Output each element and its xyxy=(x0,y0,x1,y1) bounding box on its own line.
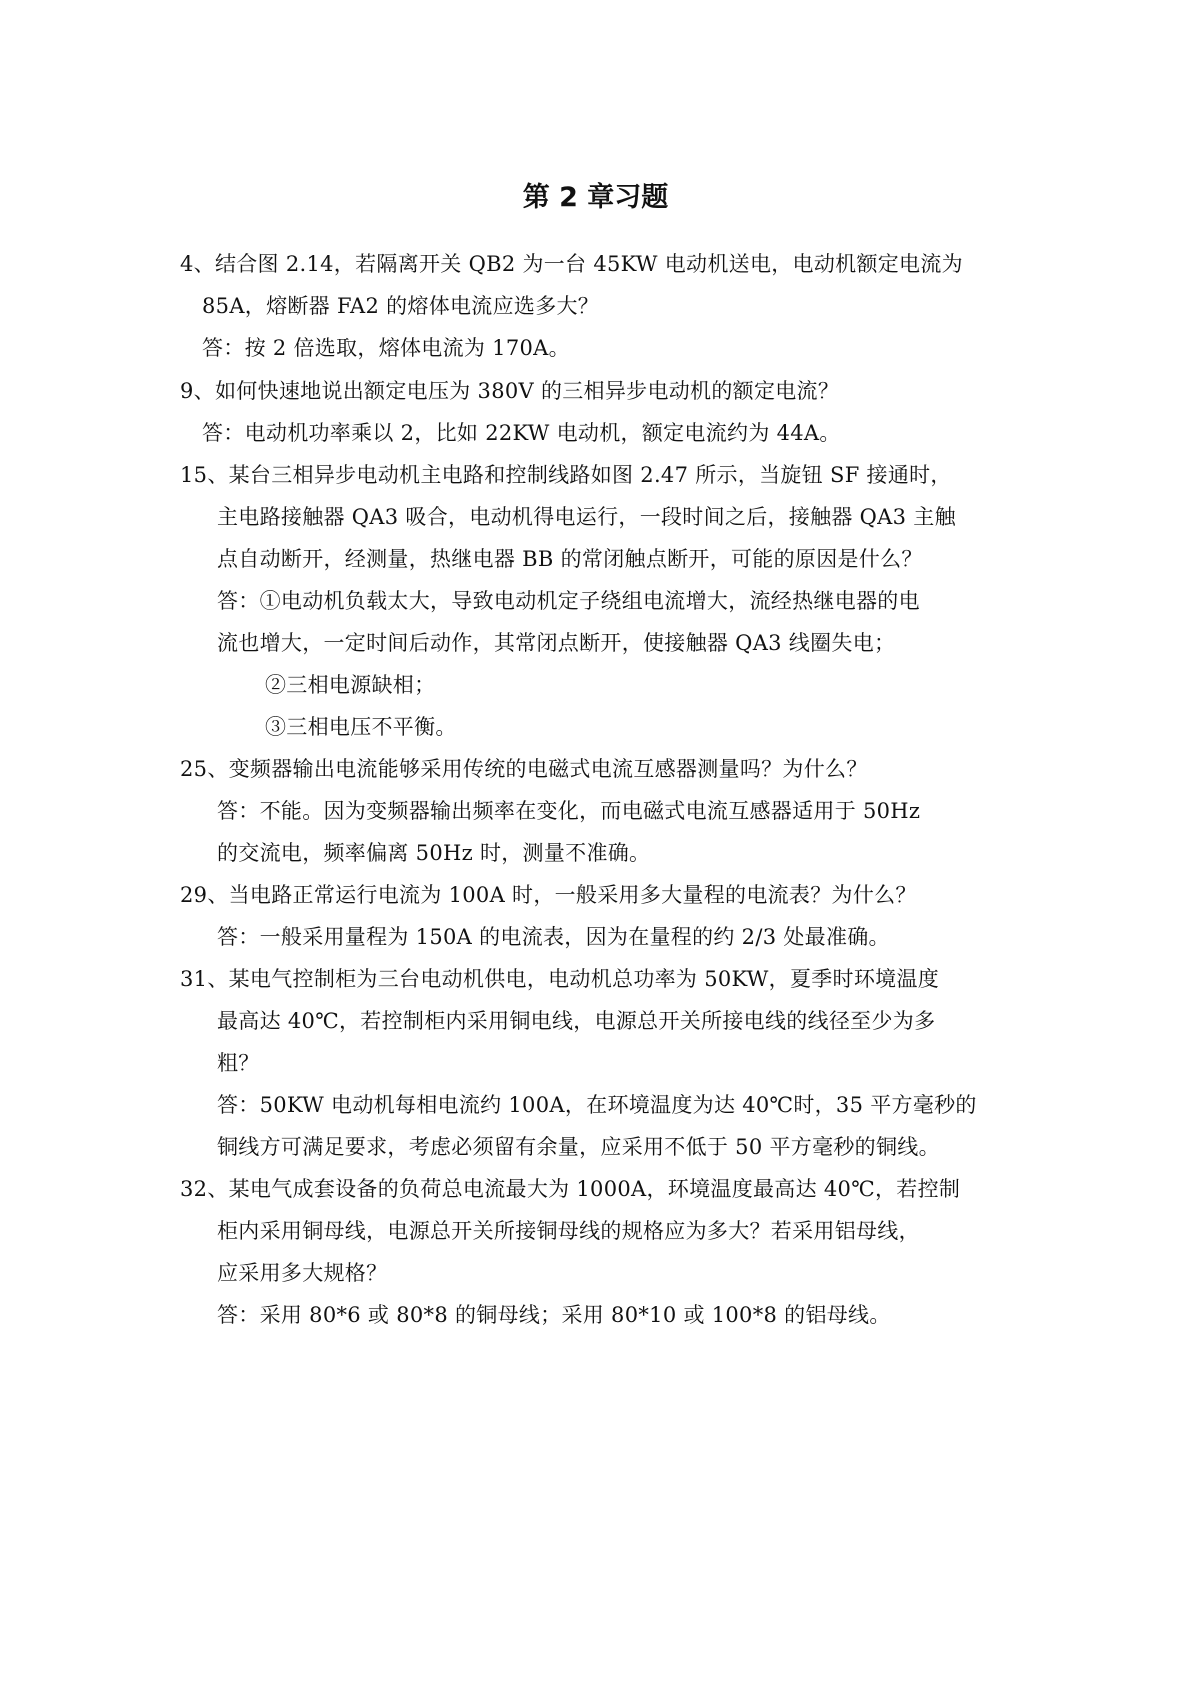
question-line: 柜内采用铜母线，电源总开关所接铜母线的规格应为多大？若采用铝母线， xyxy=(217,1219,920,1243)
answer-line: 答：50KW 电动机每相电流约 100A，在环境温度为达 40℃时，35 平方毫秒的 xyxy=(217,1093,977,1117)
question-line: 85A，熔断器 FA2 的熔体电流应选多大？ xyxy=(202,294,600,318)
answer-line: 流也增大，一定时间后动作，其常闭点断开，使接触器 QA3 线圈失电； xyxy=(217,631,896,655)
question-line: 主电路接触器 QA3 吸合，电动机得电运行，一段时间之后，接触器 QA3 主触 xyxy=(217,505,956,529)
answer-line: 答：一般采用量程为 150A 的电流表，因为在量程的约 2/3 处最准确。 xyxy=(217,925,890,949)
question-line: 29、当电路正常运行电流为 100A 时，一般采用多大量程的电流表？为什么？ xyxy=(180,883,917,907)
answer-line: 答：按 2 倍选取，熔体电流为 170A。 xyxy=(202,336,570,360)
answer-line: ③三相电压不平衡。 xyxy=(265,715,457,739)
answer-line: 铜线方可满足要求，考虑必须留有余量，应采用不低于 50 平方毫秒的铜线。 xyxy=(217,1135,940,1159)
question-line: 点自动断开，经测量，热继电器 BB 的常闭触点断开，可能的原因是什么？ xyxy=(217,547,923,571)
question-line: 31、某电气控制柜为三台电动机供电，电动机总功率为 50KW，夏季时环境温度 xyxy=(180,967,940,991)
question-line: 最高达 40℃，若控制柜内采用铜电线，电源总开关所接电线的线径至少为多 xyxy=(217,1009,936,1033)
question-line: 粗？ xyxy=(217,1051,260,1075)
answer-line: 的交流电，频率偏离 50Hz 时，测量不准确。 xyxy=(217,841,651,865)
question-line: 32、某电气成套设备的负荷总电流最大为 1000A，环境温度最高达 40℃，若控制 xyxy=(180,1177,961,1201)
answer-line: 答：①电动机负载太大，导致电动机定子绕组电流增大，流经热继电器的电 xyxy=(217,589,920,613)
question-line: 应采用多大规格？ xyxy=(217,1261,388,1285)
question-line: 4、结合图 2.14，若隔离开关 QB2 为一台 45KW 电动机送电，电动机额定电流为 xyxy=(180,252,963,276)
question-line: 9、如何快速地说出额定电压为 380V 的三相异步电动机的额定电流？ xyxy=(180,379,840,403)
answer-line: 答：电动机功率乘以 2，比如 22KW 电动机，额定电流约为 44A。 xyxy=(202,421,841,445)
answer-line: ②三相电源缺相； xyxy=(265,673,436,697)
answer-line: 答：不能。因为变频器输出频率在变化，而电磁式电流互感器适用于 50Hz xyxy=(217,799,921,823)
question-line: 25、变频器输出电流能够采用传统的电磁式电流互感器测量吗？为什么？ xyxy=(180,757,868,781)
answer-line: 答：采用 80*6 或 80*8 的铜母线；采用 80*10 或 100*8 的铝母线。 xyxy=(217,1303,891,1327)
page-title: 第 2 章习题 xyxy=(522,182,669,213)
question-line: 15、某台三相异步电动机主电路和控制线路如图 2.47 所示，当旋钮 SF 接通时， xyxy=(180,463,952,487)
